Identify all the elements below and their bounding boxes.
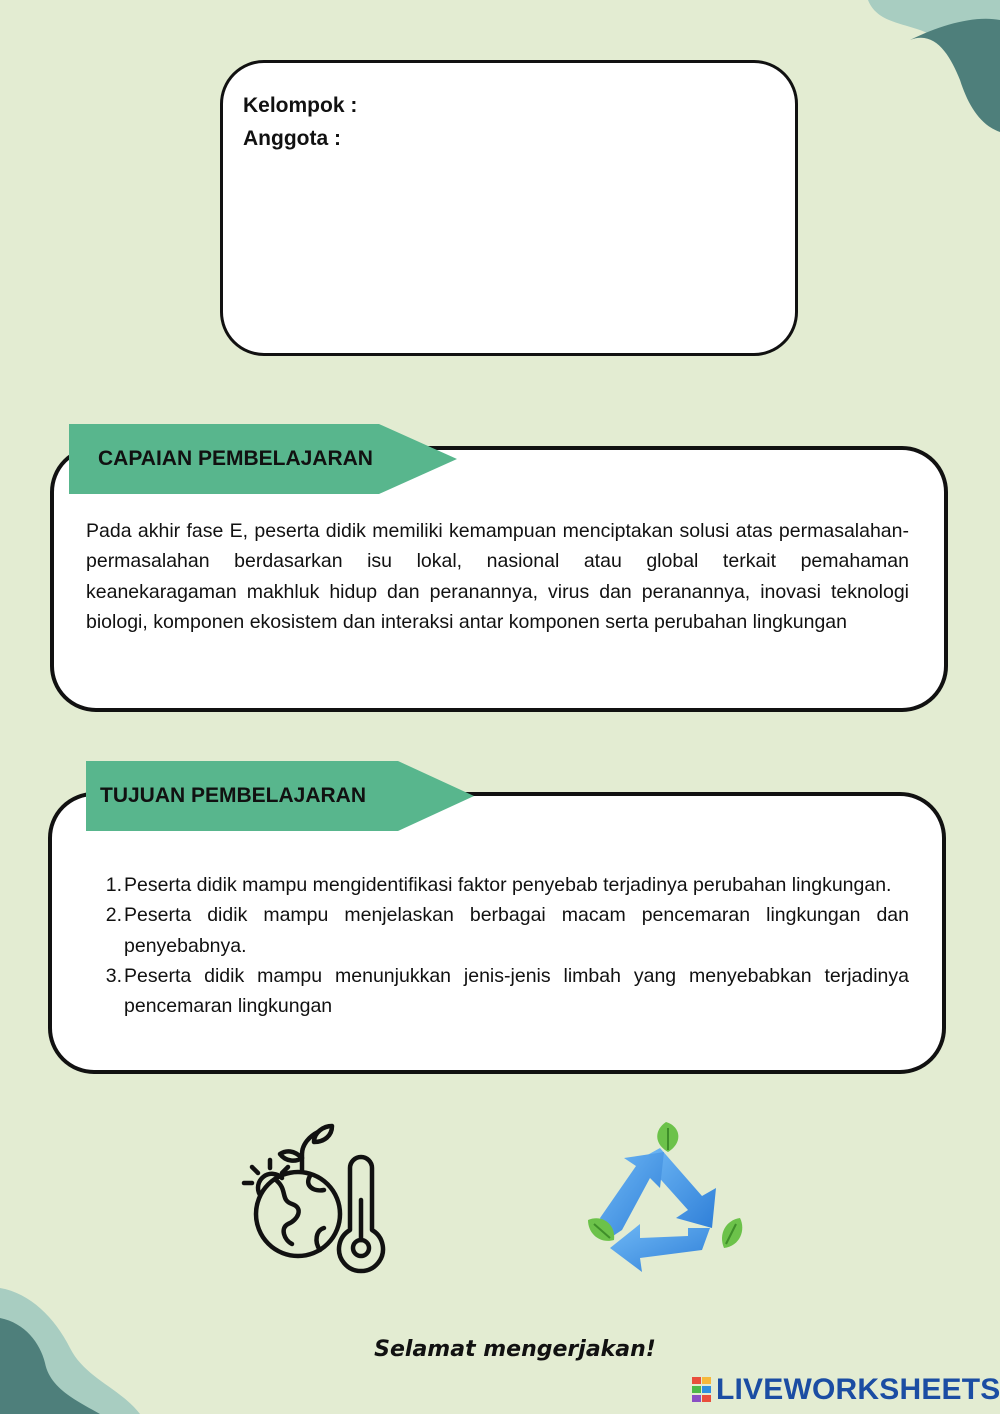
brand-name: LIVEWORKSHEETS <box>716 1373 1000 1406</box>
group-label: Kelompok : <box>243 94 358 117</box>
learning-goals-title: TUJUAN PEMBELAJARAN <box>100 784 367 807</box>
brand-mark-icon <box>692 1377 712 1403</box>
list-text: Peserta didik mampu menjelaskan berbagai macam pencemaran lingkungan dan penyebabnya. <box>124 904 909 957</box>
learning-outcome-title: CAPAIAN PEMBELAJARAN <box>98 447 373 470</box>
learning-goals-ribbon <box>86 761 476 831</box>
list-number: 3. <box>105 964 122 987</box>
recycle-icon <box>580 1118 750 1280</box>
list-item <box>88 961 909 1022</box>
list-text: Peserta didik mampu mengidentifikasi faktor penyebab terjadinya perubahan lingkungan. <box>124 874 892 896</box>
learning-outcome-text: Pada akhir fase E, peserta didik memiliki kemampuan menciptakan solusi atas permasalahan-permasalahan berdasarkan isu lokal, nasional atau global terkait pemahaman keanekaragaman makhluk hidup dan peranannya, virus dan peranannya, inovasi teknologi biologi, komponen ekosistem dan interaksi antar komponen serta perubahan lingkungan <box>86 520 909 633</box>
list-item <box>88 870 909 900</box>
list-text: Peserta didik mampu menunjukkan jenis-jenis limbah yang menyebabkan terjadinya pencemaran lingkungan <box>124 964 909 1018</box>
learning-goals-list <box>88 870 909 1021</box>
list-number: 2. <box>105 904 122 927</box>
list-number: 1. <box>105 874 122 896</box>
members-label: Anggota : <box>243 127 341 150</box>
earth-thermometer-icon <box>240 1120 386 1276</box>
closing-message: Selamat mengerjakan! <box>374 1337 656 1362</box>
learning-outcome-ribbon <box>69 424 459 494</box>
top-right-decoration <box>860 0 1000 140</box>
group-identity-box <box>220 60 798 356</box>
list-item <box>88 900 909 961</box>
liveworksheets-logo[interactable] <box>692 1372 1000 1408</box>
